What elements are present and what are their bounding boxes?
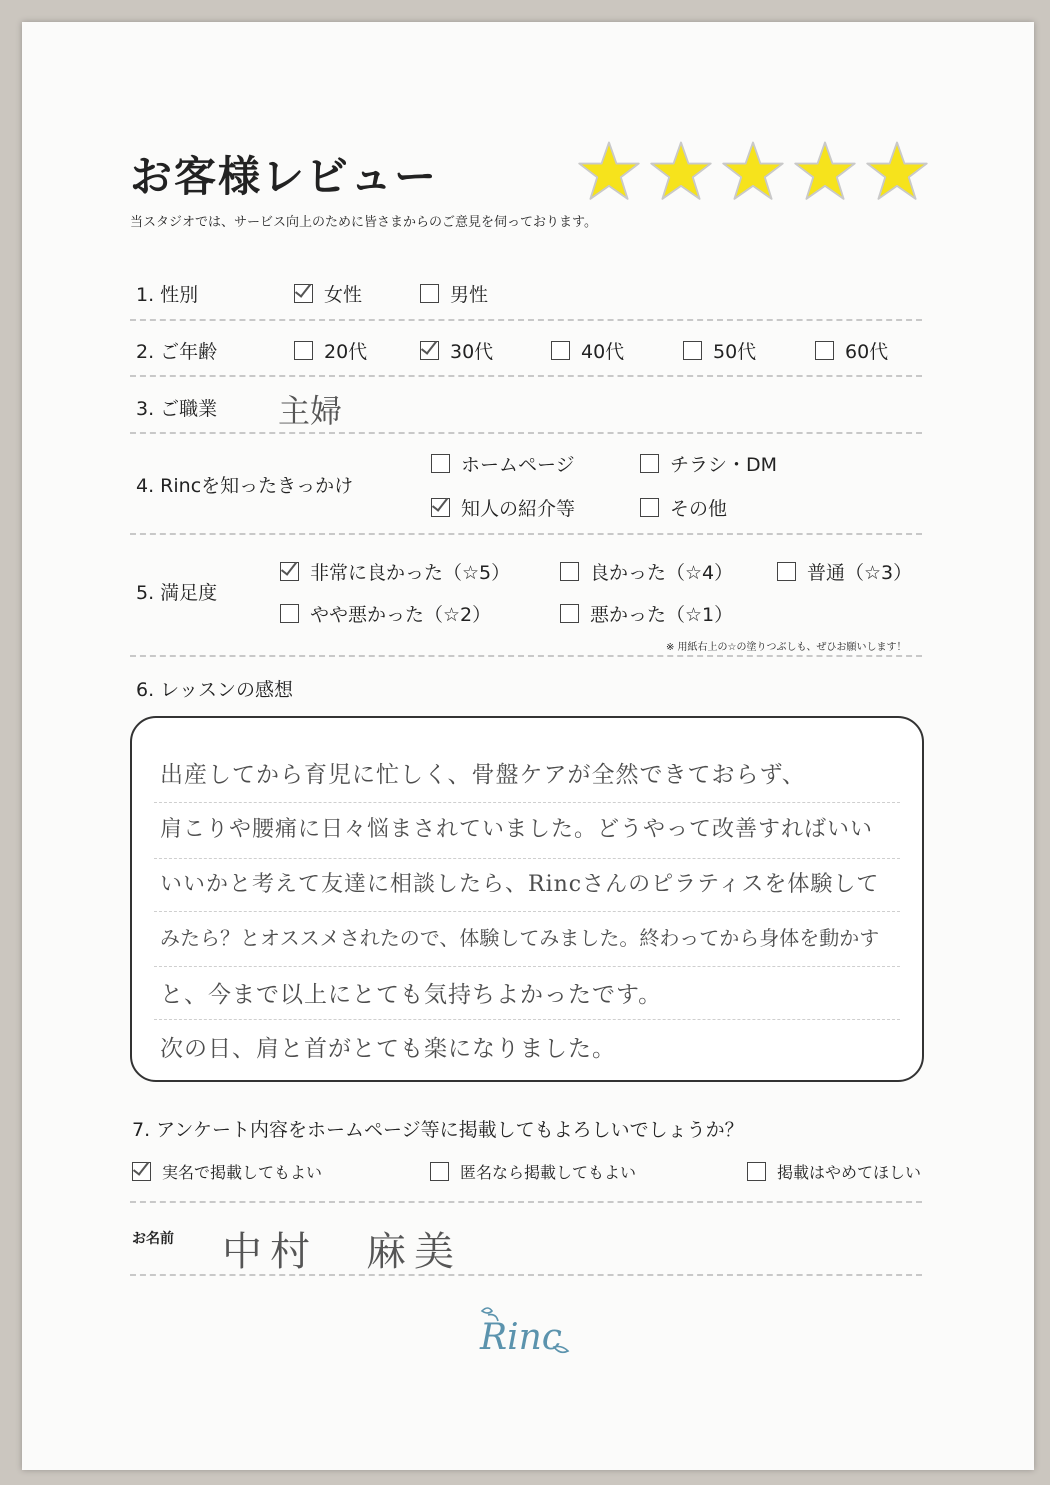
q7-option-realname[interactable] [132,1160,322,1183]
handwritten-line: いいかと考えて友達に相談したら、Rincさんのピラティスを体験して [160,872,880,897]
option-label: 50代 [713,341,757,363]
q7-option-decline[interactable] [747,1160,921,1183]
q2-option-40s[interactable] [551,337,624,364]
star-rating [578,140,928,202]
star-fill-note: ※ 用紙右上の☆の塗りつぶしも、ぜひお願いします！ [666,642,907,653]
name-label: お名前 [132,1231,174,1247]
q5-option-2[interactable] [280,600,491,627]
q2-option-20s[interactable] [294,337,367,364]
option-label: その他 [670,498,728,520]
handwritten-line: 出産してから育児に忙しく、骨盤ケアが全然できておらず、 [160,762,806,788]
option-label: 女性 [324,284,363,306]
option-label: 実名で掲載してもよい [162,1163,323,1182]
option-label: 知人の紹介等 [461,498,576,520]
option-label: ホームページ [461,454,575,476]
star-icon [866,140,928,202]
option-label: チラシ・DM [670,454,778,476]
q1-option-male[interactable] [420,280,488,307]
option-label: 40代 [581,341,625,363]
checkbox[interactable] [420,341,439,360]
checkbox[interactable] [280,562,299,581]
checkbox[interactable] [294,341,313,360]
ruled-line [154,802,900,803]
q5-option-1[interactable] [560,600,733,627]
divider [130,533,922,535]
ruled-line [154,911,900,912]
checkbox[interactable] [747,1162,766,1181]
q2-label: 2. ご年齢 [136,341,218,363]
impression-textbox[interactable] [130,716,924,1082]
option-label: 普通（☆3） [807,562,913,584]
checkbox[interactable] [640,454,659,473]
checkbox[interactable] [420,284,439,303]
divider [130,655,922,657]
checkbox[interactable] [777,562,796,581]
checkbox[interactable] [431,454,450,473]
option-label: 20代 [324,341,368,363]
option-label: 30代 [450,341,494,363]
q5-option-4[interactable] [560,558,733,585]
q2-option-50s[interactable] [683,337,756,364]
option-label: 悪かった（☆1） [590,604,734,626]
star-icon [650,140,712,202]
divider [130,375,922,377]
handwritten-line: みたら？とオススメされたので、体験してみました。終わってから身体を動かす [160,926,880,950]
q4-option-referral[interactable] [431,494,575,521]
divider [130,1274,922,1276]
q2-option-30s[interactable] [420,337,493,364]
q7-label: 7. アンケート内容をホームページ等に掲載してもよろしいでしょうか？ [132,1119,744,1141]
checkbox[interactable] [294,284,313,303]
checkbox[interactable] [683,341,702,360]
q5-option-3[interactable] [777,558,912,585]
occupation-answer[interactable]: 主婦 [278,392,343,430]
q4-option-homepage[interactable] [431,450,575,477]
name-answer[interactable]: 中村 麻美 [222,1229,462,1275]
checkbox[interactable] [640,498,659,517]
page-subtitle: 当スタジオでは、サービス向上のために皆さまからのご意見を伺っております。 [130,215,597,230]
logo-wordmark: Rinc [480,1317,562,1358]
option-label: 匿名なら掲載してもよい [460,1163,637,1182]
option-label: 良かった（☆4） [590,562,734,584]
checkbox[interactable] [430,1162,449,1181]
star-icon [794,140,856,202]
q7-option-anonymous[interactable] [430,1160,636,1183]
checkbox[interactable] [560,562,579,581]
checkbox[interactable] [132,1162,151,1181]
q4-label: 4. Rincを知ったきっかけ [136,475,354,497]
checkbox[interactable] [560,604,579,623]
option-label: 男性 [450,284,489,306]
rinc-logo [470,1303,582,1367]
q2-option-60s[interactable] [815,337,888,364]
q1-label: 1. 性別 [136,284,199,306]
ruled-line [154,858,900,859]
q5-option-5[interactable] [280,558,510,585]
q5-label: 5. 満足度 [136,582,218,604]
divider [130,319,922,321]
ruled-line [154,1019,900,1020]
q4-option-flyer[interactable] [640,450,777,477]
handwritten-line: 次の日、肩と首がとても楽になりました。 [160,1036,616,1062]
leaf-icon [482,1308,492,1313]
option-label: 60代 [845,341,889,363]
handwritten-line: 肩こりや腰痛に日々悩まされていました。どうやって改善すればいい [160,817,874,842]
option-label: 非常に良かった（☆5） [310,562,511,584]
option-label: やや悪かった（☆2） [310,604,492,626]
q6-label: 6. レッスンの感想 [136,679,293,701]
option-label: 掲載はやめてほしい [777,1163,922,1182]
divider [130,432,922,434]
q4-option-other[interactable] [640,494,727,521]
page-title: お客様レビュー [130,152,439,201]
star-icon [722,140,784,202]
q1-option-female[interactable] [294,280,362,307]
handwritten-line: と、今まで以上にとても気持ちよかったです。 [160,982,663,1008]
ruled-line [154,966,900,967]
checkbox[interactable] [431,498,450,517]
rinc-logo-mark [470,1303,582,1367]
checkbox[interactable] [815,341,834,360]
divider [130,1201,922,1203]
q3-label: 3. ご職業 [136,398,218,420]
star-icon [578,140,640,202]
checkbox[interactable] [551,341,570,360]
checkbox[interactable] [280,604,299,623]
